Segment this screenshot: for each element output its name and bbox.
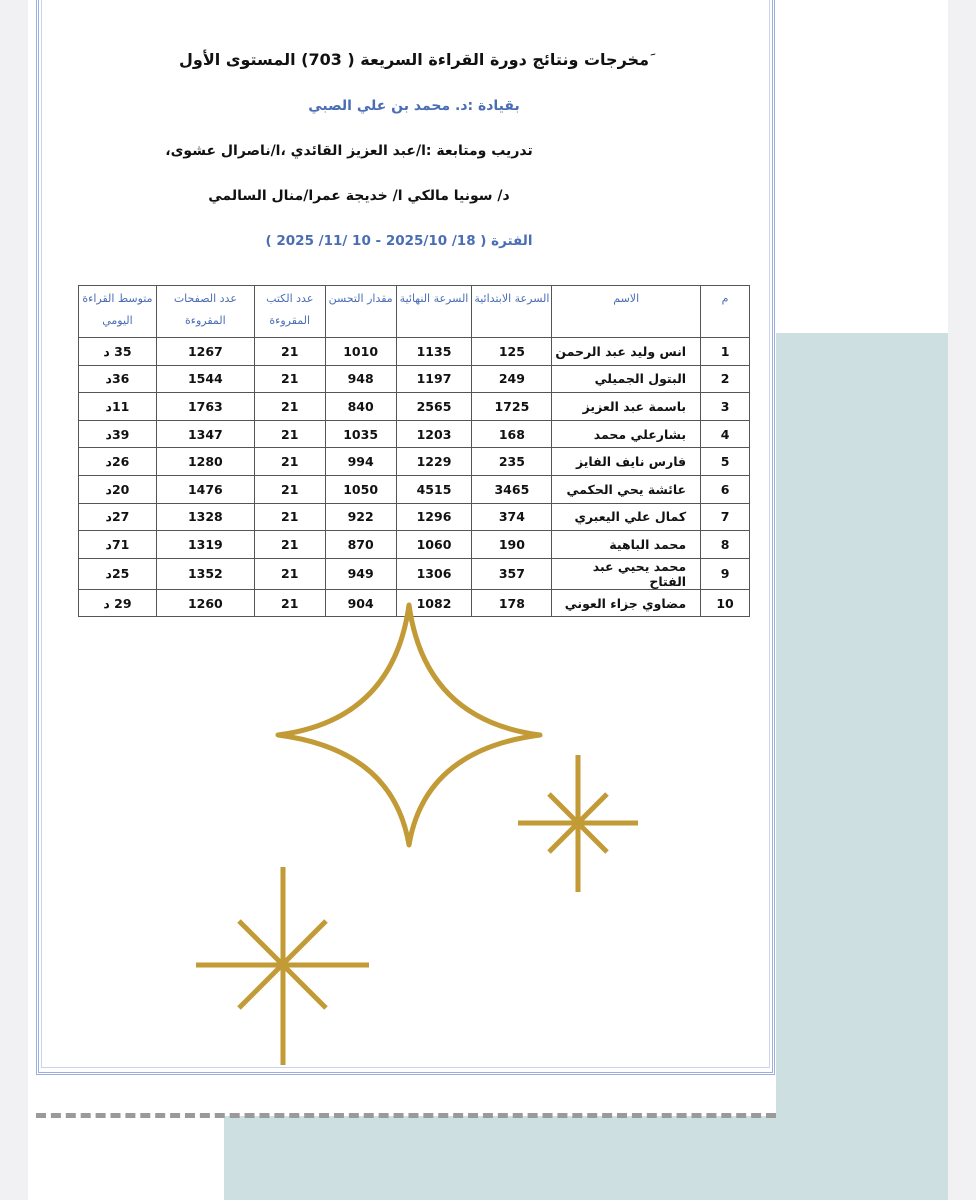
table-cell: 1082 — [396, 589, 472, 617]
table-cell: 5 — [701, 448, 750, 476]
header-cell: م — [701, 286, 750, 338]
table-cell: 20د — [79, 475, 157, 503]
table-cell: 1229 — [396, 448, 472, 476]
table-cell: 1544 — [156, 365, 254, 393]
table-cell: 36د — [79, 365, 157, 393]
header-cell: الاسم — [552, 286, 701, 338]
table-cell: 35 د — [79, 338, 157, 366]
table-cell: 870 — [325, 531, 396, 559]
table-cell: 21 — [254, 589, 325, 617]
table-cell: 1260 — [156, 589, 254, 617]
table-cell: 26د — [79, 448, 157, 476]
sparkle-large-icon — [196, 867, 369, 1065]
table-cell: 948 — [325, 365, 396, 393]
table-cell: 4515 — [396, 475, 472, 503]
table-cell: 71د — [79, 531, 157, 559]
table-cell: 8 — [701, 531, 750, 559]
period-line: الفترة ( 18/ 2025/10 - 10 /11/ 2025 ) — [265, 233, 533, 249]
table-cell: 1035 — [325, 420, 396, 448]
table-cell: 1267 — [156, 338, 254, 366]
table-cell: 949 — [325, 558, 396, 589]
table-cell: 840 — [325, 393, 396, 421]
leader-line: بقيادة :د. محمد بن علي الصبي — [308, 98, 520, 114]
table-cell: 21 — [254, 448, 325, 476]
student-name-cell: البتول الجميلي — [552, 365, 701, 393]
header-cell: السرعة الابتدائية — [472, 286, 552, 338]
trainers-line-1: تدريب ومتابعة :ا/عبد العزيز القائدي ،ا/ناصرال عشوى، — [165, 143, 533, 159]
sparkle-small-icon — [518, 755, 638, 892]
student-name-cell: فارس نايف الفايز — [552, 448, 701, 476]
table-cell: 1203 — [396, 420, 472, 448]
table-cell: 1319 — [156, 531, 254, 559]
trainers-line-2: د/ سونيا مالكي ا/ خديجة عمرا/منال السالمي — [208, 188, 510, 204]
table-cell: 3 — [701, 393, 750, 421]
table-cell: 1135 — [396, 338, 472, 366]
student-name-cell: بشارعلي محمد — [552, 420, 701, 448]
four-point-star-icon — [278, 605, 540, 845]
table-cell: 904 — [325, 589, 396, 617]
table-cell: 1306 — [396, 558, 472, 589]
table-cell: 9 — [701, 558, 750, 589]
table-cell: 1060 — [396, 531, 472, 559]
table-cell: 249 — [472, 365, 552, 393]
table-cell: 21 — [254, 420, 325, 448]
table-cell: 374 — [472, 503, 552, 531]
table-cell: 1763 — [156, 393, 254, 421]
student-name-cell: انس وليد عبد الرحمن — [552, 338, 701, 366]
table-cell: 178 — [472, 589, 552, 617]
header-cell: متوسط القراءة اليومي — [79, 286, 157, 338]
table-cell: 21 — [254, 558, 325, 589]
student-name-cell: مضاوي جزاء العوني — [552, 589, 701, 617]
table-cell: 21 — [254, 393, 325, 421]
table-cell: 2 — [701, 365, 750, 393]
table-cell: 27د — [79, 503, 157, 531]
table-cell: 922 — [325, 503, 396, 531]
student-name-cell: عائشة يحي الحكمي — [552, 475, 701, 503]
table-cell: 1476 — [156, 475, 254, 503]
table-cell: 39د — [79, 420, 157, 448]
table-cell: 25د — [79, 558, 157, 589]
table-cell: 168 — [472, 420, 552, 448]
table-cell: 7 — [701, 503, 750, 531]
student-name-cell: محمد يحيي عبد الفتاح — [552, 558, 701, 589]
table-cell: 125 — [472, 338, 552, 366]
header-cell: عدد الصفحات المقروءة — [156, 286, 254, 338]
table-cell: 235 — [472, 448, 552, 476]
table-cell: 2565 — [396, 393, 472, 421]
table-cell: 1296 — [396, 503, 472, 531]
table-cell: 994 — [325, 448, 396, 476]
table-cell: 1725 — [472, 393, 552, 421]
table-cell: 21 — [254, 531, 325, 559]
table-cell: 21 — [254, 475, 325, 503]
header-cell: السرعة النهائية — [396, 286, 472, 338]
table-cell: 4 — [701, 420, 750, 448]
table-cell: 1347 — [156, 420, 254, 448]
student-name-cell: محمد الباهية — [552, 531, 701, 559]
table-cell: 10 — [701, 589, 750, 617]
table-cell: 6 — [701, 475, 750, 503]
table-cell: 1352 — [156, 558, 254, 589]
table-cell: 21 — [254, 365, 325, 393]
table-cell: 1280 — [156, 448, 254, 476]
table-cell: 21 — [254, 503, 325, 531]
table-cell: 1328 — [156, 503, 254, 531]
table-cell: 1197 — [396, 365, 472, 393]
table-cell: 190 — [472, 531, 552, 559]
table-cell: 357 — [472, 558, 552, 589]
student-name-cell: كمال علي اليعبري — [552, 503, 701, 531]
table-cell: 21 — [254, 338, 325, 366]
document-title: َمخرجات ونتائج دورة القراءة السريعة ( 703) المستوى الأول — [179, 50, 649, 69]
student-name-cell: باسمة عبد العزيز — [552, 393, 701, 421]
table-cell: 1 — [701, 338, 750, 366]
table-cell: 11د — [79, 393, 157, 421]
table-cell: 1050 — [325, 475, 396, 503]
table-cell: 3465 — [472, 475, 552, 503]
table-cell: 1010 — [325, 338, 396, 366]
table-cell: 29 د — [79, 589, 157, 617]
header-cell: عدد الكتب المقروءة — [254, 286, 325, 338]
header-cell: مقدار التحسن — [325, 286, 396, 338]
